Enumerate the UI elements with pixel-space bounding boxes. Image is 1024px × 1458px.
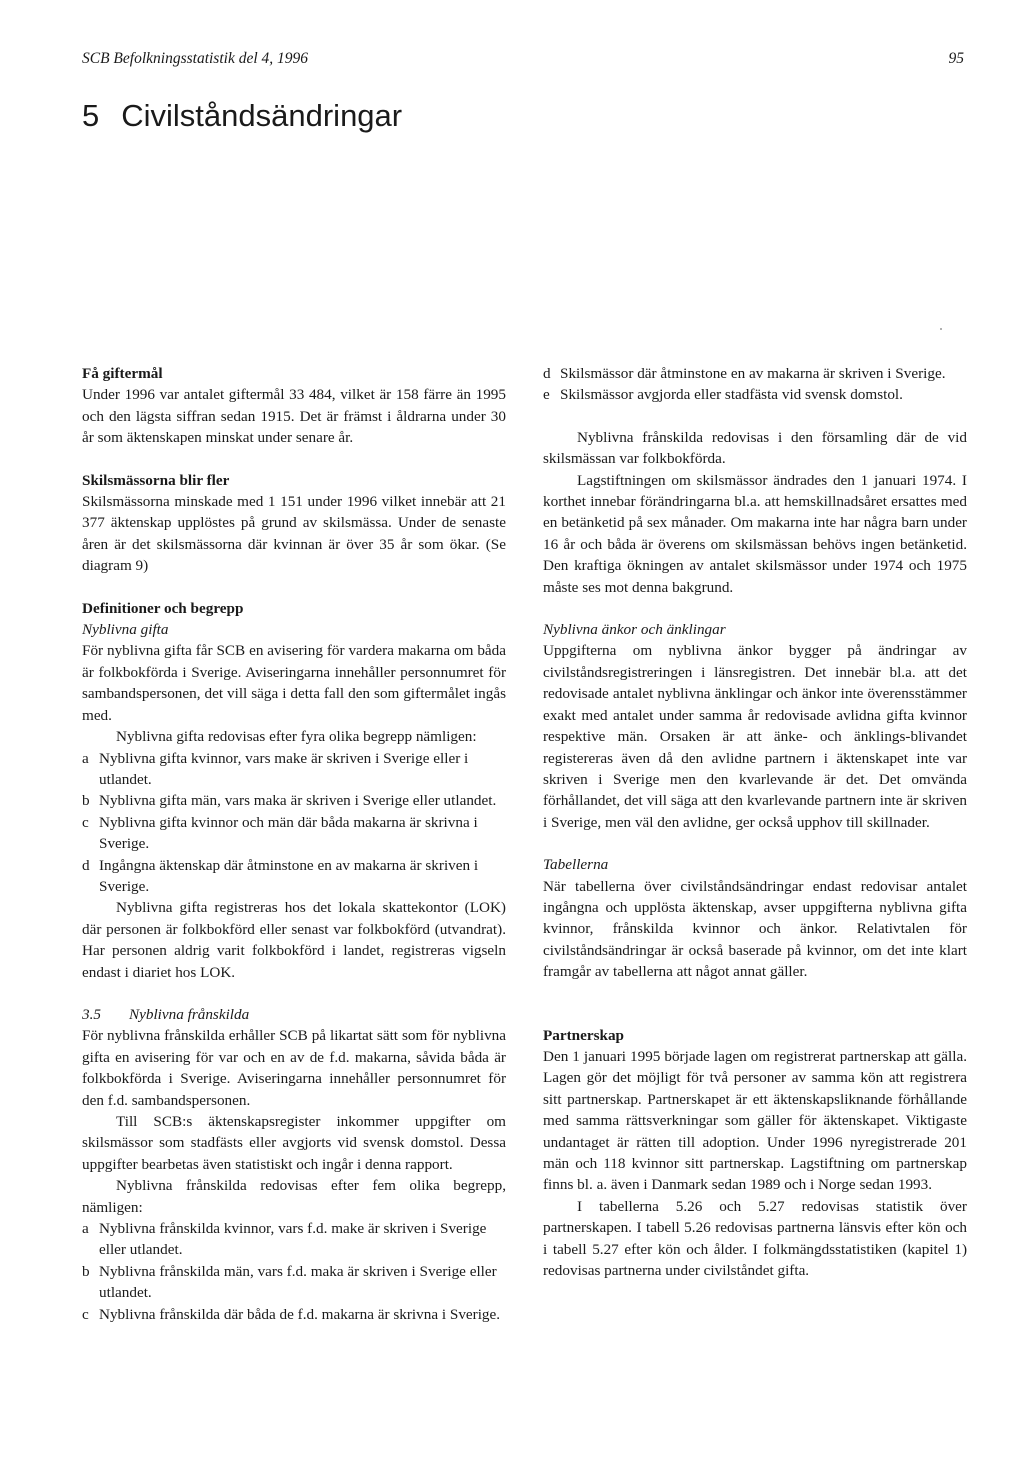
list-item [82,812,506,855]
paragraph: För nyblivna gifta får SCB en avisering för vardera makarna om båda är folkbokförda i Sverige. Aviseringarna innehåller personnumret för sambandspersonen, det vill säga i detta fall den som giftermålet ingås med. [82,642,506,724]
paragraph: Till SCB:s äktenskapsregister inkommer uppgifter om skilsmässor som stadfästs eller avgjorts vid svensk domstol. Dessa uppgifter bearbetas även statistiskt och ingår i denna rapport. [82,1113,506,1173]
list-item-text: Skilsmässor där åtminstone en av makarna är skriven i Sverige. [560,365,946,382]
section-heading: Partnerskap [543,1026,624,1044]
subsection-title: Nyblivna frånskilda [128,1005,250,1023]
subsection-heading: Nyblivna änkor och änklingar [543,621,726,639]
section-skilsmassorna [82,470,506,577]
list-item [82,1304,506,1325]
page-number: 95 [948,50,964,67]
paragraph: Den 1 januari 1995 började lagen om registrerat partnerskap att gälla. Lagen gör det möjligt för två personer av samma kön att registrera sitt partnerskap. Partnerskapet är ett äktenskapsliknande förhållande med samma rättsverkningar som gäller för äktenskapet. Viktigaste undantaget är rätten till adoption. Under 1996 nyregistrerade 201 män och 118 kvinnor sitt partnerskap. Lagstiftning om partnerskap finns bl. a. även i Danmark sedan 1989 och i Norge sedan 1993. [543,1047,967,1194]
section-ankor [543,619,967,833]
list-item-text: Nyblivna gifta män, vars maka är skriven i Sverige eller utlandet. [99,792,497,810]
list-item-text: Skilsmässor avgjorda eller stadfästa vid svensk domstol. [560,386,903,404]
chapter-number: 5 [82,98,100,133]
paragraph: Uppgifterna om nyblivna änkor bygger på ändringar av civilståndsregistreringen i länsregistren. Det innebär bl.a. att det redovisade antalet nyblivna änklingar och änkor inte överensstämmer exakt med antalet under samma år redovisade avlidna gifta kvinnor respektive män. Orsaken är att änke- och änklings-blivandet registereras även då den avlidne partnern i äktenskapet inte var skriven i Sverige men den kvarlevande är det. Det omvända förhållandet, det vill säga att den kvarlevande partnern inte är skriven i Sverige, men väl den avlidne, ger också upphov till skillnader. [543,642,967,831]
section-partnerskap [543,1025,967,1282]
subsection-heading: Tabellerna [543,856,609,874]
section-heading: Definitioner och begrepp [82,599,244,617]
section-heading: Skilsmässorna blir fler [82,471,230,489]
paragraph: Nyblivna gifta redovisas efter fyra olika begrepp nämligen: [116,728,477,746]
paragraph: Lagstiftningen om skilsmässor ändrades den 1 januari 1974. I korthet innebar förändringarna bl.a. att hemskillnadsåret ersattes med en betänketid på sex månader. Om makarna inte har några barn under 16 år och båda är överens om skilsmässan behövs ingen betänketid. Den kraftiga ökningen av antalet skilsmässor under 1974 och 1975 måste ses mot denna bakgrund. [543,471,967,596]
section-franskilda [82,1004,506,1325]
list-letter: b [82,792,90,810]
section-tabellerna [543,854,967,982]
list-letter: d [543,365,551,382]
paragraph: Under 1996 var antalet giftermål 33 484, vilket är 158 färre än 1995 och den lägsta siffran sedan 1915. Det är främst i åldrarna under 30 år som äktenskapen minskat under senare år. [82,386,506,447]
subsection-heading [82,1004,506,1025]
list-item-text: Nyblivna frånskilda där båda de f.d. makarna är skrivna i Sverige. [99,1305,501,1323]
paragraph: Nyblivna frånskilda redovisas efter fem olika begrepp, nämligen: [82,1177,506,1216]
chapter-title-text: Civilståndsändringar [121,98,403,133]
list-item-text: Nyblivna frånskilda män, vars f.d. maka är skriven i Sverige eller utlandet. [99,1262,497,1302]
list-item-text: Nyblivna gifta kvinnor och män där båda makarna är skrivna i Sverige. [99,813,478,853]
chapter-title [82,98,402,134]
section-heading: Få giftermål [82,365,163,382]
list-letter: a [82,1220,89,1238]
stray-mark [940,328,942,330]
paragraph: När tabellerna över civilståndsändringar endast redovisar antalet ingångna och upplösta äktenskap, avser uppgifterna nyblivna gifta kvinnor, frånskilda kvinnor och änkor. Relativtalen för civilståndsändringar är också baserade på kvinnor, om det inte klart framgår av tabellerna att något annat gäller. [543,877,967,981]
list-letter: c [82,1305,89,1323]
list-item-text: Nyblivna gifta kvinnor, vars make är skriven i Sverige eller i utlandet. [99,749,469,788]
list-item [82,1218,506,1261]
definition-list [82,748,506,898]
list-letter: e [543,386,550,404]
list-letter: b [82,1262,90,1280]
section-list-continued [543,363,967,406]
list-item [543,384,967,405]
section-fa-giftermal [82,363,506,449]
section-franskilda-cont [543,427,967,598]
running-head: SCB Befolkningsstatistik del 4, 1996 [82,50,309,67]
list-item [82,748,506,791]
paragraph: Nyblivna gifta registreras hos det lokala skattekontor (LOK) där personen är folkbokförd eller senast var folkbokförd (utvandrat). Har personen aldrig varit folkbokförd i landet, registreras vigseln endast i diariet hos LOK. [82,899,506,981]
list-item-text: Ingångna äktenskap där åtminstone en av makarna är skriven i Sverige. [99,856,479,895]
definition-list [82,1218,506,1325]
paragraph: Nyblivna frånskilda redovisas i den församling där de vid skilsmässan var folkbokförda. [543,428,967,468]
paragraph: För nyblivna frånskilda erhåller SCB på likartat sätt som för nyblivna gifta en avisering för var och en av de f.d. makarna, såvida båda är folkbokförda i Sverige. Aviseringarna innehåller personnumret för den f.d. sambandspersonen. [82,1027,506,1109]
list-item [82,1261,506,1304]
subsection-heading: Nyblivna gifta [82,621,169,639]
left-column [82,363,506,1346]
list-letter: d [82,856,90,874]
list-item [82,855,506,898]
list-item [82,790,506,811]
section-definitioner [82,598,506,983]
list-item [543,363,967,384]
list-item-text: Nyblivna frånskilda kvinnor, vars f.d. make är skriven i Sverige eller utlandet. [99,1220,487,1259]
paragraph: I tabellerna 5.26 och 5.27 redovisas statistik över partnerskapen. I tabell 5.26 redovisas partnerna länsvis efter kön och i tabell 5.27 efter kön och ålder. I folkmängdsstatistiken (kapitel 1) redovisas partnerna under civilståndet gifta. [543,1197,967,1280]
list-letter: a [82,749,89,767]
list-letter: c [82,813,89,831]
paragraph: Skilsmässorna minskade med 1 151 under 1996 vilket innebär att 21 377 äktenskap upplöstes på grund av skilsmässa. Under de senaste åren är det skilsmässorna där kvinnan är över 35 år som ökar. (Se diagram 9) [82,493,506,575]
right-column [543,363,967,1302]
definition-list [543,363,967,406]
subsection-number: 3.5 [82,1005,101,1023]
